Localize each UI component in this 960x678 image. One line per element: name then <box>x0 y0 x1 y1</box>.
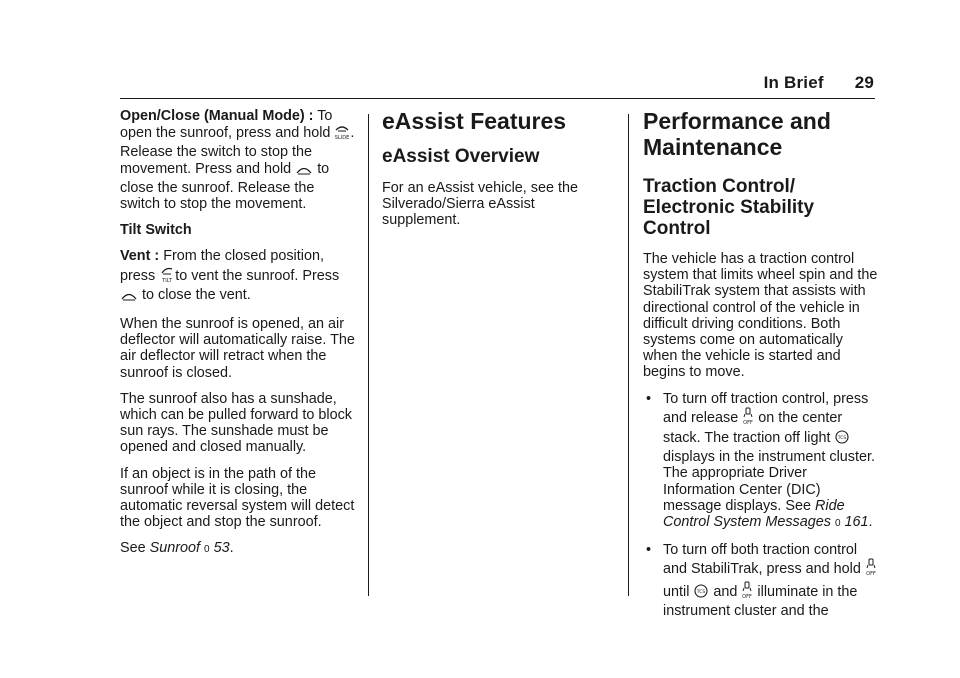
bullet-mark: • <box>646 542 652 559</box>
sunroof-close-icon <box>296 164 312 180</box>
bullet-text-2: until <box>663 583 690 600</box>
traction-control-heading: Traction Control/ Electronic Stability Control <box>643 176 815 239</box>
open-close-text-2: . Release the switch to stop the movement. Press and hold <box>120 125 355 177</box>
column-divider-2 <box>628 114 629 596</box>
bullet-end: . <box>868 514 873 531</box>
svg-text:OFF: OFF <box>866 571 876 577</box>
ride-control-link[interactable]: Ride Control System Messages <box>663 497 845 531</box>
vent-paragraph <box>120 248 358 306</box>
open-close-text: To open the sunroof, press and hold <box>120 108 333 142</box>
see-reference <box>120 540 358 558</box>
sunroof-link[interactable]: Sunroof <box>149 540 201 557</box>
svg-text:SLIDE: SLIDE <box>335 135 350 141</box>
svg-text:TCS: TCS <box>697 589 706 595</box>
svg-text:OFF: OFF <box>742 593 753 599</box>
list-item <box>643 542 881 619</box>
section-title: In Brief <box>763 73 824 92</box>
traction-off-button-icon <box>866 558 876 580</box>
see-suffix: . <box>229 540 234 557</box>
svg-text:OFF: OFF <box>743 419 754 425</box>
page-ref-number[interactable]: 161 <box>844 514 869 531</box>
column-2 <box>382 108 612 239</box>
bullet-text: To turn off traction control, press and release <box>663 390 869 426</box>
list-item <box>643 391 881 533</box>
page-ref-arrow: 0 <box>834 518 841 530</box>
open-close-paragraph <box>120 108 358 212</box>
sunshade-paragraph: The sunroof also has a sunshade, which can be pulled forward to block sun rays. The sunshade must be opened and closed manually. <box>120 390 352 456</box>
bullet-text-3: and <box>713 583 738 600</box>
traction-off-light-icon <box>835 429 849 449</box>
open-close-term: Open/Close (Manual Mode) : <box>120 108 314 124</box>
bullet-text-2: on the center stack. The traction off light <box>663 409 843 447</box>
sunroof-tilt-icon <box>160 265 174 287</box>
bullet-text-4: illuminate in the instrument cluster and the <box>663 583 858 619</box>
reversal-paragraph: If an object is in the path of the sunroof while it is closing, the automatic reversal system will detect the object and stop the sunroof. <box>120 465 355 531</box>
traction-intro: The vehicle has a traction control system that limits wheel spin and the StabiliTrak system that assists with directional control of the vehicle in difficult driving conditions. Both systems come on automatically when the vehicle is started and begins to move. <box>643 251 878 381</box>
traction-off-button-icon <box>743 407 753 429</box>
performance-title: Performance and Maintenance <box>643 108 831 160</box>
vent-text-3: to close the vent. <box>142 286 251 303</box>
eassist-title: eAssist Features <box>382 108 567 134</box>
column-divider-1 <box>368 114 369 596</box>
header-rule <box>120 98 875 99</box>
vent-term: Vent : <box>120 248 160 265</box>
eassist-overview-heading: eAssist Overview <box>382 146 540 167</box>
deflector-paragraph: When the sunroof is opened, an air deflector will automatically raise. The air deflector will retract when the sunroof is closed. <box>120 316 355 381</box>
stabilitrak-off-icon <box>742 581 752 603</box>
traction-off-light-icon <box>694 583 708 603</box>
page-ref-number[interactable]: 53 <box>213 540 230 557</box>
svg-text:TCS: TCS <box>838 436 847 442</box>
column-1 <box>120 108 358 569</box>
page-number: 29 <box>854 73 874 92</box>
vent-text-2: to vent the sunroof. Press <box>175 267 340 284</box>
vent-text: From the closed position, press <box>120 248 324 284</box>
svg-text:TILT: TILT <box>162 277 173 283</box>
running-header <box>764 73 874 93</box>
open-close-text-3: to close the sunroof. Release the switch to stop the movement. <box>120 160 330 213</box>
column-3 <box>643 108 881 629</box>
bullet-text-3: displays in the instrument cluster. The appropriate Driver Information Center (DIC) message displays. See <box>663 449 875 514</box>
eassist-body: For an eAssist vehicle, see the Silverado/Sierra eAssist supplement. <box>382 180 578 229</box>
bullet-mark: • <box>646 390 652 407</box>
page-ref-arrow: 0 <box>204 544 210 556</box>
tilt-heading: Tilt Switch <box>120 222 192 239</box>
sunroof-slide-icon <box>335 124 349 144</box>
sunroof-close-icon <box>121 290 137 306</box>
bullet-text: To turn off both traction control and StabiliTrak, press and hold <box>663 542 861 578</box>
see-prefix: See <box>120 540 146 557</box>
